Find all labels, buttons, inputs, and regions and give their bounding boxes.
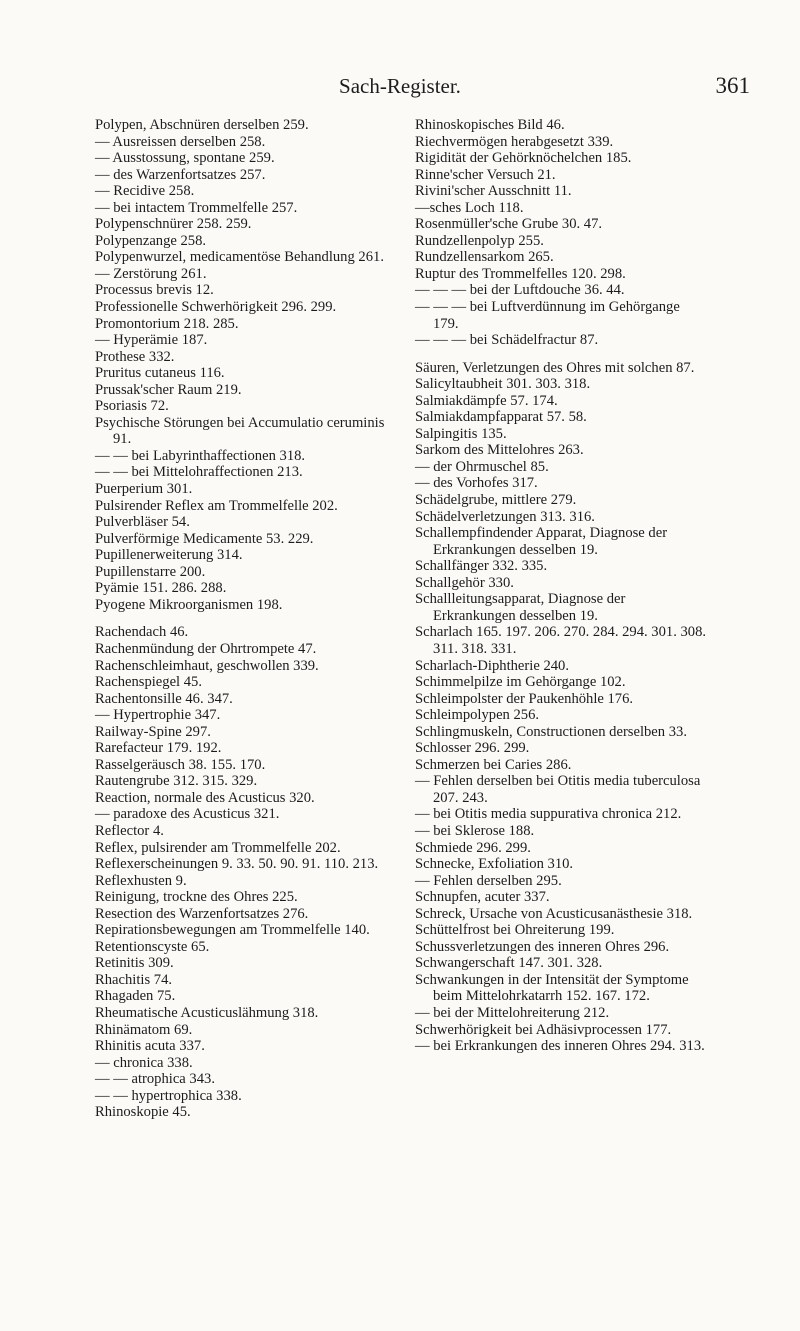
index-entry: Psychische Störungen bei Accumulatio ceruminis 91.	[95, 414, 385, 448]
index-entry: Polypenwurzel, medicamentöse Behandlung 261.	[95, 249, 384, 266]
index-entry: — Hyperämie 187.	[95, 332, 208, 349]
index-entry: Puerperium 301.	[95, 481, 193, 498]
index-entry: Rheumatische Acusticuslähmung 318.	[95, 1004, 319, 1021]
index-entry: Rachenmündung der Ohrtrompete 47.	[95, 640, 317, 657]
index-entry: Reinigung, trockne des Ohres 225.	[95, 889, 298, 906]
index-entry: Schnecke, Exfoliation 310.	[415, 856, 574, 873]
index-entry: Schnupfen, acuter 337.	[415, 889, 550, 906]
index-entry: Pyämie 151. 286. 288.	[95, 580, 227, 597]
index-entry: Pulverbläser 54.	[95, 514, 190, 531]
index-entry: Schwankungen in der Intensität der Symptome beim Mittelohrkatarrh 152. 167. 172.	[415, 971, 689, 1005]
index-entry: Rachenspiegel 45.	[95, 674, 202, 691]
index-entry: Rhagaden 75.	[95, 988, 176, 1005]
index-entry: Pupillenerweiterung 314.	[95, 547, 243, 564]
running-title: Sach-Register.	[339, 74, 461, 98]
index-entry: Rundzellensarkom 265.	[415, 249, 554, 266]
index-entry: — — atrophica 343.	[95, 1071, 215, 1088]
index-entry: Schallgehör 330.	[415, 574, 514, 591]
index-entry: Pruritus cutaneus 116.	[95, 365, 225, 382]
index-entry: — — — bei Luftverdünnung im Gehörgange 179.	[415, 299, 680, 332]
index-entry: Retentionscyste 65.	[95, 938, 210, 955]
index-entry: Schleimpolster der Paukenhöhle 176.	[415, 690, 634, 707]
index-entry: Rhinämatom 69.	[95, 1021, 193, 1038]
index-column-left	[95, 117, 395, 1121]
index-entry: — Fehlen derselben 295.	[415, 872, 562, 889]
index-entry: Schallleitungsapparat, Diagnose der Erkrankungen desselben 19.	[415, 591, 626, 624]
index-entry: Rhinitis acuta 337.	[95, 1038, 205, 1055]
index-entry: Rasselgeräusch 38. 155. 170.	[95, 756, 266, 773]
index-entry: Pyogene Mikroorganismen 198.	[95, 596, 283, 613]
index-entry: Promontorium 218. 285.	[95, 315, 239, 332]
index-entry: — Zerstörung 261.	[95, 265, 207, 282]
index-entry: — Fehlen derselben bei Otitis media tuberculosa 207. 243.	[415, 773, 701, 806]
letter-section-gap	[95, 613, 395, 624]
index-entry: Railway-Spine 297.	[95, 723, 211, 740]
index-entry: Rachenschleimhaut, geschwollen 339.	[95, 657, 319, 674]
index-entry: Schussverletzungen des inneren Ohres 296.	[415, 938, 670, 955]
index-entry: Scharlach 165. 197. 206. 270. 284. 294. 301. 308. 311. 318. 331.	[415, 624, 707, 657]
index-entry: Rinne'scher Versuch 21.	[415, 166, 556, 183]
index-entry: Processus brevis 12.	[95, 282, 214, 299]
index-entry: Retinitis 309.	[95, 955, 174, 972]
index-entry: Schlingmuskeln, Constructionen derselben 33.	[415, 723, 687, 740]
index-entry: Schallempfindender Apparat, Diagnose der Erkrankungen desselben 19.	[415, 525, 668, 558]
index-entry: — Ausstossung, spontane 259.	[95, 150, 275, 167]
index-entry: Pulsirender Reflex am Trommelfelle 202.	[95, 497, 338, 514]
index-entry: Reflex, pulsirender am Trommelfelle 202.	[95, 839, 341, 856]
index-entry: Prothese 332.	[95, 348, 175, 365]
index-entry: Salmiakdämpfe 57. 174.	[415, 392, 558, 409]
index-entry: — bei Sklerose 188.	[415, 822, 535, 839]
index-entry: Reaction, normale des Acusticus 320.	[95, 789, 315, 806]
index-entry: Rhachitis 74.	[95, 971, 173, 988]
index-entry: — Hypertrophie 347.	[95, 707, 221, 724]
running-head	[0, 74, 800, 104]
index-entry: Reflector 4.	[95, 822, 164, 839]
index-entry: — Recidive 258.	[95, 183, 195, 200]
index-entry: — chronica 338.	[95, 1054, 193, 1071]
index-entry: Schleimpolypen 256.	[415, 707, 540, 724]
index-entry: Schmiede 296. 299.	[415, 839, 531, 856]
index-entry: Scharlach-Diphtherie 240.	[415, 657, 569, 674]
index-entry: Rosenmüller'sche Grube 30. 47.	[415, 216, 603, 233]
index-entry: — — bei Mittelohraffectionen 213.	[95, 464, 303, 481]
index-entry: Rhinoskopie 45.	[95, 1104, 191, 1121]
index-entry: Polypenzange 258.	[95, 232, 207, 249]
index-entry: Schüttelfrost bei Ohreiterung 199.	[415, 922, 615, 939]
letter-section-gap	[415, 349, 707, 360]
index-entry: Rundzellenpolyp 255.	[415, 232, 544, 249]
index-entry: Ruptur des Trommelfelles 120. 298.	[415, 265, 626, 282]
index-entry: Salmiakdampfapparat 57. 58.	[415, 409, 587, 426]
index-entry: — — — bei Schädelfractur 87.	[415, 332, 599, 349]
index-entry: — bei Erkrankungen des inneren Ohres 294. 313.	[415, 1038, 705, 1055]
index-entry: Schallfänger 332. 335.	[415, 558, 548, 575]
index-entry: Rachentonsille 46. 347.	[95, 690, 233, 707]
index-entry: Polypenschnürer 258. 259.	[95, 216, 252, 233]
index-entry: Reflexerscheinungen 9. 33. 50. 90. 91. 110. 213.	[95, 856, 379, 873]
index-entry: Pulverförmige Medicamente 53. 229.	[95, 530, 314, 547]
index-entry: Resection des Warzenfortsatzes 276.	[95, 905, 309, 922]
index-entry: Rigidität der Gehörknöchelchen 185.	[415, 150, 632, 167]
index-entry: Rivini'scher Ausschnitt 11.	[415, 183, 572, 200]
index-entry: Polypen, Abschnüren derselben 259.	[95, 117, 309, 133]
index-entry: Sarkom des Mittelohres 263.	[415, 442, 584, 459]
index-entry: — des Warzenfortsatzes 257.	[95, 166, 266, 183]
index-entry: —sches Loch 118.	[415, 199, 524, 216]
index-entry: — der Ohrmuschel 85.	[415, 458, 549, 475]
index-entry: Riechvermögen herabgesetzt 339.	[415, 133, 614, 150]
index-entry: — — bei Labyrinthaffectionen 318.	[95, 447, 306, 464]
index-entry: Schwangerschaft 147. 301. 328.	[415, 955, 603, 972]
index-entry: — — — bei der Luftdouche 36. 44.	[415, 282, 625, 299]
index-entry: Schmerzen bei Caries 286.	[415, 756, 572, 773]
index-entry: Professionelle Schwerhörigkeit 296. 299.	[95, 299, 337, 316]
index-entry: Reflexhusten 9.	[95, 872, 187, 889]
index-entry: — bei der Mittelohreiterung 212.	[415, 1004, 610, 1021]
index-entry: Rhinoskopisches Bild 46.	[415, 117, 565, 133]
index-entry: Salpingitis 135.	[415, 425, 507, 442]
index-entry: Psoriasis 72.	[95, 398, 169, 415]
index-entry: Rarefacteur 179. 192.	[95, 740, 222, 757]
index-entry: Rachendach 46.	[95, 624, 189, 641]
index-entry: Schlosser 296. 299.	[415, 740, 530, 757]
index-entry: Säuren, Verletzungen des Ohres mit solchen 87.	[415, 359, 695, 376]
index-entry: — paradoxe des Acusticus 321.	[95, 806, 280, 823]
index-entry: Rautengrube 312. 315. 329.	[95, 773, 258, 790]
index-entry: — des Vorhofes 317.	[415, 475, 538, 492]
page-number: 361	[715, 73, 750, 98]
index-entry: Repirationsbewegungen am Trommelfelle 140.	[95, 922, 370, 939]
index-entry: — Ausreissen derselben 258.	[95, 133, 266, 150]
index-entry: — — hypertrophica 338.	[95, 1087, 242, 1104]
index-entry: — bei Otitis media suppurativa chronica 212.	[415, 806, 682, 823]
index-entry: — bei intactem Trommelfelle 257.	[95, 199, 298, 216]
index-entry: Schädelverletzungen 313. 316.	[415, 508, 595, 525]
index-column-right	[415, 117, 707, 1055]
index-entry: Salicyltaubheit 301. 303. 318.	[415, 376, 591, 393]
index-entry: Schädelgrube, mittlere 279.	[415, 492, 577, 509]
index-entry: Pupillenstarre 200.	[95, 563, 206, 580]
index-entry: Schreck, Ursache von Acusticusanästhesie 318.	[415, 905, 693, 922]
index-entry: Prussak'scher Raum 219.	[95, 381, 242, 398]
index-entry: Schwerhörigkeit bei Adhäsivprocessen 177.	[415, 1021, 672, 1038]
index-entry: Schimmelpilze im Gehörgange 102.	[415, 674, 626, 691]
